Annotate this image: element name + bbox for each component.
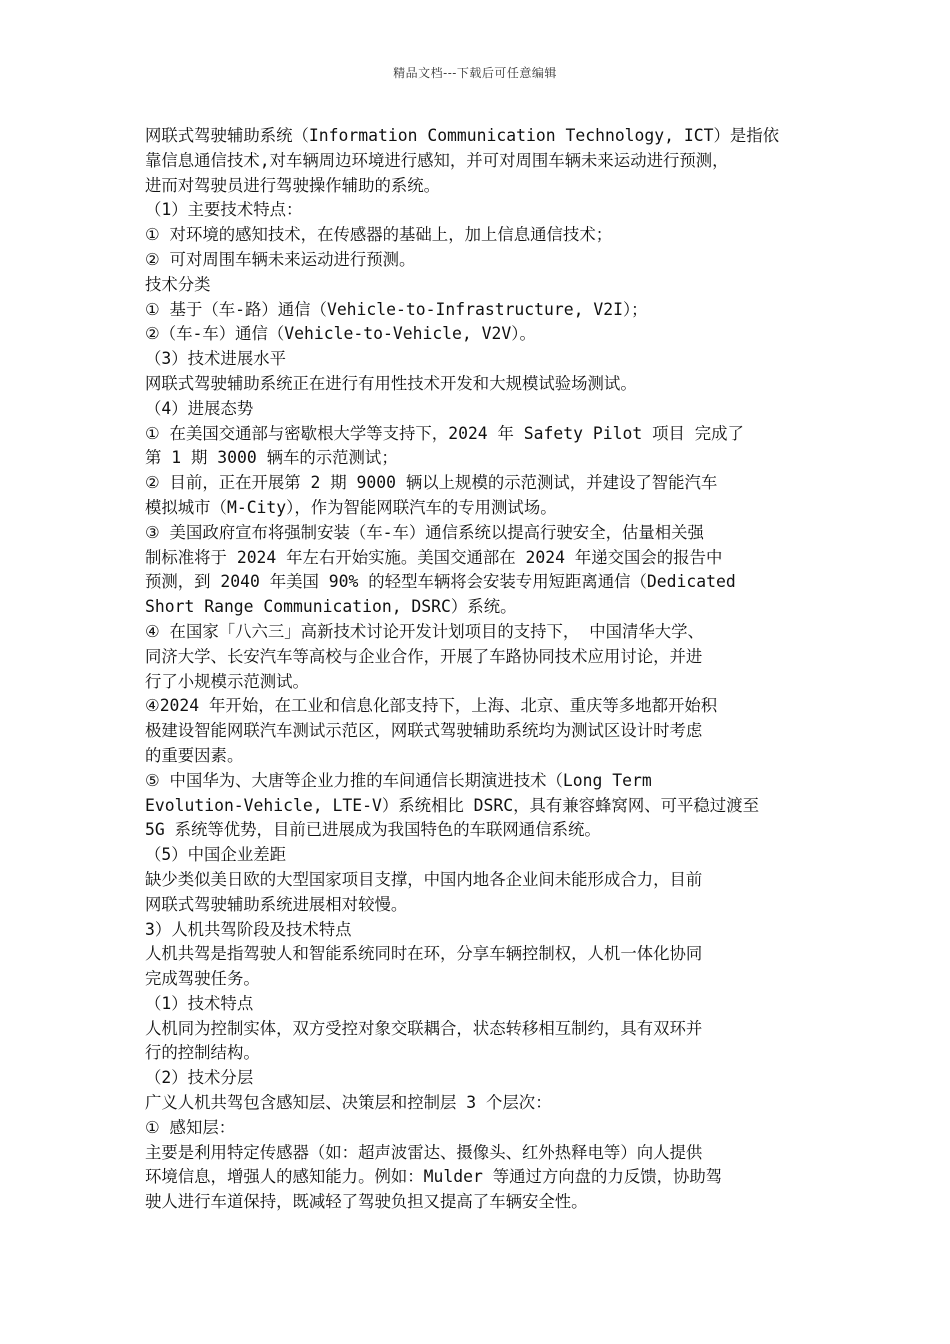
section-heading: （4）进展态势 [145,398,254,418]
section-heading: 技术分类 [145,274,211,294]
section-heading: （5）中国企业差距 [145,845,286,865]
list-item: ② 目前，正在开展第 2 期 9000 辆以上规模的示范测试，并建设了智能汽车 [145,473,718,493]
body-line: 缺少类似美日欧的大型国家项目支撑，中国内地各企业间未能形成合力，目前 [145,869,703,889]
body-line: Short Range Communication, DSRC）系统。 [145,597,517,617]
body-line: 人机同为控制实体，双方受控对象交联耦合，状态转移相互制约，具有双环并 [145,1018,703,1038]
body-line: 完成驾驶任务。 [145,969,260,989]
list-item: ① 基于（车-路）通信（Vehicle-to-Infrastructure, V2I）； [145,299,648,319]
body-line: 行了小规模示范测试。 [145,671,309,691]
body-line: 预测，到 2040 年美国 90% 的轻型车辆将会安装专用短距离通信（Dedicated [145,572,736,592]
section-heading: （1）主要技术特点： [145,200,303,220]
body-line: 模拟城市（M-City），作为智能网联汽车的专用测试场。 [145,497,557,517]
section-heading: （1）技术特点 [145,993,254,1013]
body-line: 进而对驾驶员进行驾驶操作辅助的系统。 [145,175,441,195]
list-item: ② 可对周围车辆未来运动进行预测。 [145,249,416,269]
page-header: 精品文档---下载后可任意编辑 [393,66,557,80]
body-line: 网联式驾驶辅助系统正在进行有用性技术开发和大规模试验场测试。 [145,373,637,393]
body-line: 5G 系统等优势，目前已进展成为我国特色的车联网通信系统。 [145,820,601,840]
section-heading: （2）技术分层 [145,1068,254,1088]
body-line: 网联式驾驶辅助系统（Information Communication Technology, ICT）是指依 [145,126,780,145]
document-body [145,124,817,1215]
list-item: ① 对环境的感知技术，在传感器的基础上，加上信息通信技术； [145,225,613,245]
body-line: 靠信息通信技术,对车辆周边环境进行感知，并可对周围车辆未来运动进行预测， [145,150,729,170]
body-line: 极建设智能网联汽车测试示范区，网联式驾驶辅助系统均为测试区设计时考虑 [145,721,703,741]
section-heading: 3）人机共驾阶段及技术特点 [145,919,352,939]
body-line: 第 1 期 3000 辆车的示范测试； [145,448,398,468]
body-line: 网联式驾驶辅助系统进展相对较慢。 [145,894,408,914]
body-line: 环境信息，增强人的感知能力。例如：Mulder 等通过方向盘的力反馈，协助驾 [145,1167,723,1187]
list-item: ②（车-车）通信（Vehicle-to-Vehicle, V2V）。 [145,324,536,344]
body-line: Evolution-Vehicle, LTE-V）系统相比 DSRC，具有兼容蜂窝网、可平稳过渡至 [145,795,759,815]
list-item: ⑤ 中国华为、大唐等企业力推的车间通信长期演进技术（Long Term [145,770,652,790]
body-line: 人机共驾是指驾驶人和智能系统同时在环，分享车辆控制权，人机一体化协同 [145,944,703,964]
body-line: 的重要因素。 [145,745,244,765]
body-line: 行的控制结构。 [145,1043,260,1063]
list-item: ④2024 年开始，在工业和信息化部支持下，上海、北京、重庆等多地都开始积 [145,696,718,716]
list-item: ① 在美国交通部与密歇根大学等支持下，2024 年 Safety Pilot 项目 完成了 [145,423,744,443]
body-line: 驶人进行车道保持，既减轻了驾驶负担又提高了车辆安全性。 [145,1192,588,1212]
list-item: ③ 美国政府宣布将强制安装（车-车）通信系统以提高行驶安全，估量相关强 [145,522,704,542]
body-line: 制标准将于 2024 年左右开始实施。美国交通部在 2024 年递交国会的报告中 [145,547,723,567]
body-line: 主要是利用特定传感器（如：超声波雷达、摄像头、红外热释电等）向人提供 [145,1142,703,1162]
body-line: 广义人机共驾包含感知层、决策层和控制层 3 个层次： [145,1093,552,1113]
section-heading: （3）技术进展水平 [145,349,286,369]
body-line: 同济大学、长安汽车等高校与企业合作，开展了车路协同技术应用讨论，并进 [145,646,703,666]
list-item: ④ 在国家「八六三」高新技术讨论开发计划项目的支持下， 中国清华大学、 [145,621,704,641]
list-item: ① 感知层： [145,1117,236,1137]
